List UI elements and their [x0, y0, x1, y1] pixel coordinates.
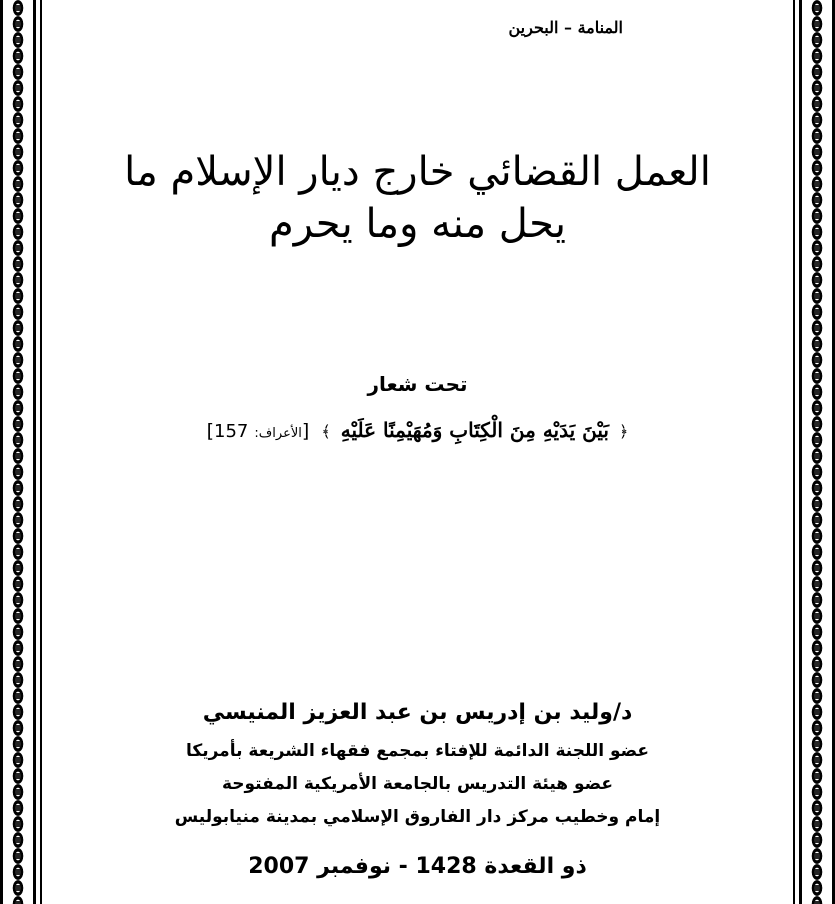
publication-date: ذو القعدة 1428 - نوفمبر 2007	[248, 854, 587, 879]
verse-reference	[207, 420, 310, 442]
verse-close-bracket: ﴾	[321, 422, 331, 441]
author-block	[44, 700, 791, 834]
border-rule-left	[40, 0, 42, 904]
reference-surah: الأعراف:	[254, 426, 302, 441]
author-role: إمام وخطيب مركز دار الفاروق الإسلامي بمدينة منيابوليس	[174, 807, 661, 827]
reference-number: 157	[214, 421, 249, 442]
verse-text: بَيْنَ يَدَيْهِ مِنَ الْكِتَابِ وَمُهَيْمِنًا عَلَيْهِ	[340, 418, 609, 442]
decorative-border-left	[0, 0, 36, 904]
motto-label: تحت شعار	[367, 372, 468, 396]
document-page	[44, 0, 791, 904]
decorative-border-right	[799, 0, 835, 904]
reference-open: [	[301, 420, 310, 442]
title-line-1: العمل القضائي خارج ديار الإسلام ما	[124, 149, 711, 195]
author-role: عضو اللجنة الدائمة للإفتاء بمجمع فقهاء الشريعة بأمريكا	[185, 741, 650, 761]
author-role: عضو هيئة التدريس بالجامعة الأمريكية المفتوحة	[221, 774, 614, 794]
author-name: د/وليد بن إدريس بن عبد العزيز المنيسي	[202, 700, 633, 725]
verse-open-bracket: ﴿	[619, 422, 629, 441]
document-title	[44, 146, 791, 250]
location-label: المنامة – البحرين	[508, 18, 623, 37]
title-line-2: يحل منه وما يحرم	[268, 201, 567, 247]
quran-verse	[44, 418, 791, 442]
border-rule-right	[793, 0, 795, 904]
reference-close: ]	[206, 420, 215, 442]
